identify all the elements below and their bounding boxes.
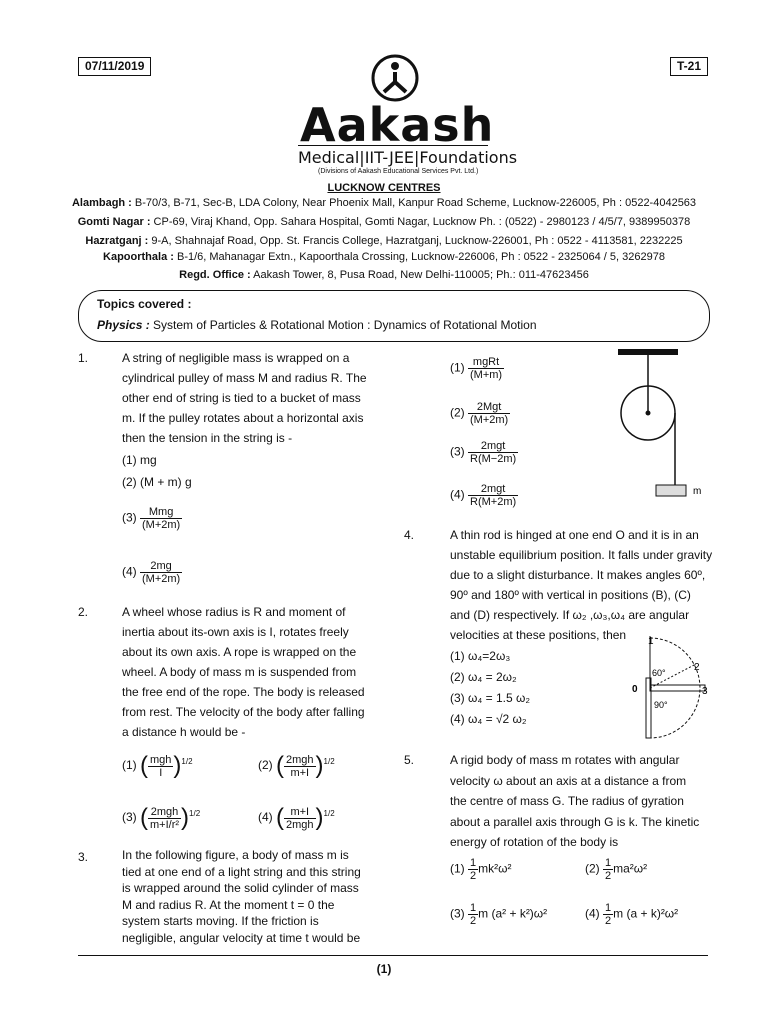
position-label: 1 (648, 636, 654, 647)
q2-line: inertia about its-own axis is I, rotates freely (122, 625, 349, 639)
q2-text (122, 602, 387, 742)
fraction-numerator: 2mgh (286, 753, 314, 766)
address-regd-office (0, 269, 768, 281)
brand-name: Aakash (300, 98, 495, 152)
q2-option-2: (2) ( $\frac{\text{2mgh}}{m+I}$ )$^{1/2}$ (258, 752, 335, 779)
fraction-numerator: 2Mgt (476, 401, 502, 413)
test-code: T-21 (677, 59, 702, 73)
fraction-denominator: 2 (470, 915, 477, 927)
q4-line: 90º and 180º with vertical in positions (B), (C) (450, 588, 691, 602)
address-label: Gomti Nagar : (77, 216, 151, 228)
q3-number: 3. (78, 850, 89, 864)
fraction-numerator: 2mg (150, 560, 172, 572)
q4-line: and (D) respectively. If ω₂ ,ω₃,ω₄ are angular (450, 608, 690, 622)
q1-line: then the tension in the string is - (122, 431, 293, 445)
address-text: B-70/3, B-71, Sec-B, LDA Colony, Near Phoenix Mall, Kanpur Road Scheme, Lucknow-226005, Ph : 0522-4042563 (131, 197, 697, 209)
page-number: (1) (376, 962, 392, 976)
q4-options (450, 646, 530, 730)
q5-option-1 (450, 857, 512, 882)
q5-line: about a parallel axis through G is k. The kinetic (450, 814, 700, 829)
q5-text (450, 750, 715, 853)
q2-line: the free end of the rope. The body is released (122, 685, 365, 699)
topics-description: System of Particles & Rotational Motion : Dynamics of Rotational Motion (149, 318, 537, 332)
position-label: 2 (694, 662, 700, 673)
q4-line: unstable equilibrium position. It falls under gravity (450, 548, 713, 562)
option-label: (1) (122, 758, 137, 773)
fraction-numerator: 1 (470, 857, 477, 869)
brand-tagline: Medical|IIT-JEE|Foundations (298, 148, 518, 167)
fraction-numerator: 1 (605, 902, 612, 914)
fraction-denominator: I (148, 766, 173, 779)
fraction-numerator: Mmg (148, 506, 174, 518)
q2-line: wheel. A body of mass m is suspended from (122, 665, 357, 679)
date: 07/11/2019 (85, 59, 145, 73)
q3-option-1 (450, 356, 504, 381)
q1-line: other end of string is tied to a bucket of mass (122, 391, 361, 405)
q3-option-4 (450, 483, 518, 508)
exponent: 1/2 (181, 757, 193, 767)
address-text: CP-69, Viraj Khand, Opp. Sahara Hospital, Gomti Nagar, Lucknow Ph. : (0522) - 2980123 / 4/5/7, 9389950378 (150, 216, 691, 228)
option-label: (3) (450, 444, 465, 459)
fraction-numerator: 1 (470, 902, 477, 914)
q3-line: M and radius R. At the moment t = 0 the (122, 897, 335, 912)
address-text: B-1/6, Mahanagar Extn., Kapoorthala Crossing, Lucknow-226006, Ph : 0522 - 2325064 / 5, 3262978 (173, 251, 665, 263)
address-hazratganj (0, 235, 768, 247)
date-box (78, 57, 151, 76)
address-alambagh (0, 197, 768, 209)
option-label: (3) (122, 510, 137, 525)
fraction-numerator: 2mgt (480, 483, 506, 495)
q4-option-3: (3) ω₄ = 1.5 ω₂ (450, 691, 530, 705)
q4-text (450, 525, 715, 645)
option-label: (1) (450, 360, 465, 375)
q5-option-3 (450, 902, 547, 927)
q1-line: cylindrical pulley of mass M and radius R. The (122, 371, 367, 385)
q2-line: from rest. The velocity of the body after falling (122, 705, 365, 719)
q3-option-3 (450, 440, 518, 465)
address-gomti-nagar (0, 216, 768, 228)
topics-subject: Physics : (97, 318, 150, 332)
option-label: (4) (450, 487, 465, 502)
topics-box (78, 290, 710, 342)
q3-line: tied at one end of a light string and this string (122, 864, 361, 879)
fraction-numerator: mgh (150, 753, 172, 766)
q3-line: In the following figure, a body of mass m is (122, 848, 349, 862)
q4-option-2: (2) ω₄ = 2ω₂ (450, 670, 517, 684)
q1-line: m. If the pulley rotates about a horizontal axis (122, 411, 364, 425)
option-label: (2) (258, 758, 273, 773)
q3-line: system starts moving. If the friction is (122, 914, 319, 928)
fraction-denominator: (M+m) (470, 369, 503, 381)
address-text: 9-A, Shahnajaf Road, Opp. St. Francis College, Hazratganj, Lucknow-226001, Ph : 0522 - 4113581, 2232225 (148, 235, 683, 247)
option-label: (3) (450, 906, 465, 921)
option-label: (1) (450, 861, 465, 876)
address-label: Alambagh : (71, 197, 132, 209)
angle-label: 90° (654, 700, 668, 710)
fraction-numerator: 2mgh (150, 805, 179, 818)
q1-text (122, 348, 382, 448)
address-label: Kapoorthala : (103, 251, 174, 263)
q4-option-4: (4) ω₄ = √2 ω₂ (450, 712, 527, 726)
q5-line: the centre of mass G. The radius of gyration (450, 794, 684, 808)
option-text: ma²ω² (613, 861, 648, 876)
address-label: Hazratganj : (85, 235, 149, 247)
option-label: (3) (122, 810, 137, 825)
fraction-denominator: 2 (605, 870, 612, 882)
address-label: Regd. Office : (179, 269, 251, 281)
q2-option-1: (1) ( $\frac{\text{mgh}}{I}$ )$^{1/2}$ (122, 752, 193, 779)
exponent: 1/2 (323, 757, 335, 767)
q2-line: about its own axis. A rope is wrapped on the (122, 645, 357, 659)
q3-line: negligible, angular velocity at time t would be (122, 930, 361, 945)
q5-number: 5. (404, 753, 415, 767)
q1-number: 1. (78, 351, 89, 365)
footer-rule (78, 955, 708, 956)
fraction-numerator: 2mgt (480, 440, 506, 452)
fraction-denominator: (M+2m) (142, 573, 181, 585)
topics-title: Topics covered : (97, 297, 192, 311)
option-text: m (a + k)²ω² (613, 906, 679, 921)
q2-line: a distance h would be - (122, 725, 246, 739)
option-label: (4) (122, 564, 137, 579)
fraction-numerator: mgRt (472, 356, 500, 368)
q5-option-2 (585, 857, 647, 882)
brand-divider (298, 145, 488, 146)
q5-line: A rigid body of mass m rotates with angular (450, 753, 680, 767)
fraction-denominator: (M+2m) (142, 519, 181, 531)
fraction-numerator: m+I (290, 805, 310, 818)
q5-line: velocity ω about an axis at a distance a from (450, 773, 687, 788)
q1-option-3 (122, 506, 182, 531)
fraction-denominator: R(M+2m) (470, 496, 517, 508)
fraction-denominator: 2 (605, 915, 612, 927)
brand-division: (Divisions of Aakash Educational Services Pvt. Ltd.) (318, 168, 479, 175)
option-text: mk²ω² (478, 861, 512, 876)
topics-text (97, 318, 537, 332)
fraction-denominator: 2mgh (286, 818, 314, 831)
q1-option-4 (122, 560, 182, 585)
q4-option-1: (1) ω₄=2ω₃ (450, 649, 511, 663)
option-text: m (a² + k²)ω² (478, 906, 548, 921)
option-label: (2) (450, 405, 465, 420)
aakash-logo-icon (370, 52, 420, 104)
q2-option-3: (3) ( $\frac{\text{2mgh}}{\text{m+I/r²}}$ )$^{1/2}$ (122, 804, 201, 831)
fraction-denominator: R(M−2m) (470, 453, 517, 465)
q4-line: velocities at these positions, then (450, 628, 627, 642)
fraction-denominator: 2 (470, 870, 477, 882)
q5-option-4 (585, 902, 678, 927)
centres-title: LUCKNOW CENTRES (327, 182, 441, 194)
rod-figure (628, 632, 710, 744)
test-code-box (670, 57, 708, 76)
angle-label: 60° (652, 668, 666, 678)
q2-number: 2. (78, 605, 89, 619)
fraction-denominator: (M+2m) (470, 414, 509, 426)
q4-line: due to a slight disturbance. It makes angles 60º, (450, 568, 706, 582)
fraction-numerator: 1 (605, 857, 612, 869)
option-label: (2) (585, 861, 600, 876)
q3-text (122, 847, 387, 946)
pivot-label: 0 (632, 684, 638, 695)
option-label: (4) (585, 906, 600, 921)
exponent: 1/2 (189, 809, 201, 819)
q1-option-1: (1) mg (122, 453, 157, 467)
q3-option-2 (450, 401, 510, 426)
exponent: 1/2 (323, 809, 335, 819)
fraction-denominator: m+I/r² (150, 818, 180, 831)
position-label: 3 (702, 686, 708, 697)
fraction-denominator: m+I (284, 766, 316, 779)
q4-line: A thin rod is hinged at one end O and it is in an (450, 528, 699, 542)
mass-label: m (693, 486, 702, 497)
q1-option-2: (2) (M + m) g (122, 475, 192, 489)
pulley-figure (600, 345, 710, 500)
q3-line: is wrapped around the solid cylinder of mass (122, 881, 359, 895)
option-label: (4) (258, 810, 273, 825)
address-text: Aakash Tower, 8, Pusa Road, New Delhi-110005; Ph.: 011-47623456 (250, 269, 589, 281)
address-kapoorthala (0, 251, 768, 263)
q2-line: A wheel whose radius is R and moment of (122, 605, 346, 619)
q2-option-4: (4) ( $\frac{m+I}{\text{2mgh}}$ )$^{1/2}$ (258, 804, 335, 831)
q4-number: 4. (404, 528, 415, 542)
q1-line: A string of negligible mass is wrapped on a (122, 351, 350, 365)
q5-line: energy of rotation of the body is (450, 835, 619, 849)
